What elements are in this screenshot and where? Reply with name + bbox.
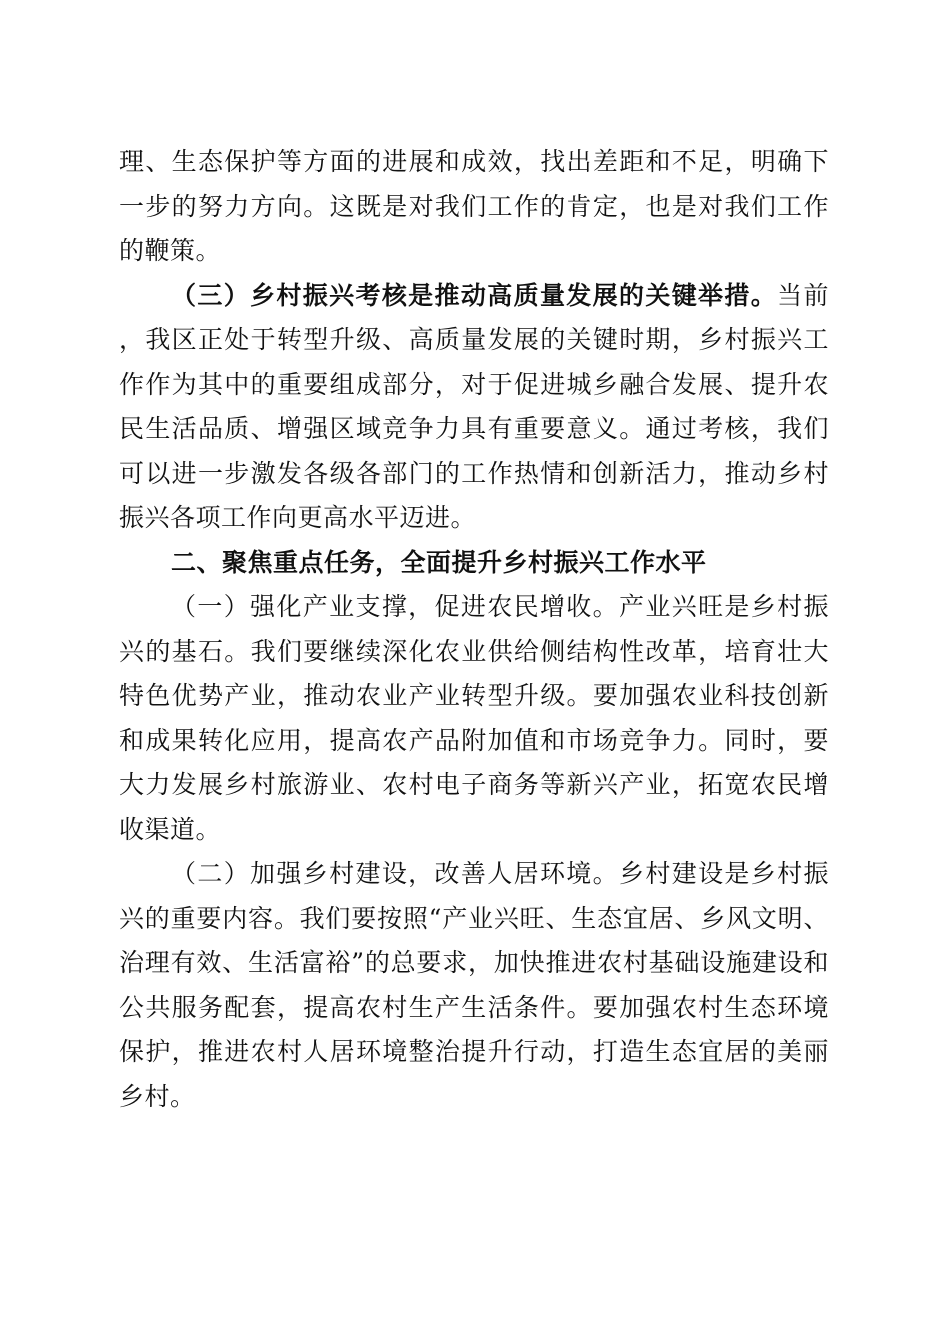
section-heading-2: 二、聚焦重点任务，全面提升乡村振兴工作水平 [171,547,707,577]
paragraph-lead-item-3: （三）乡村振兴考核是推动高质量发展的关键举措。 [171,280,778,310]
paragraph-item-1 [119,585,829,852]
paragraph-item-2 [119,852,829,1119]
paragraph-body-item-1: 产业兴旺是乡村振兴的基石。我们要继续深化农业供给侧结构性改革，培育壮大特色优势产业，推动农业产业转型升级。要加强农业科技创新和成果转化应用，提高农产品附加值和市场竞争力。同时，要大力发展乡村旅游业、农村电子商务等新兴产业，拓宽农民增收渠道。 [119,592,829,844]
paragraph-lead-item-1: （一）强化产业支撑，促进农民增收。 [171,592,620,621]
document-body [119,140,829,1119]
paragraph-continuation: 理、生态保护等方面的进展和成效，找出差距和不足，明确下一步的努力方向。这既是对我们工作的肯定，也是对我们工作的鞭策。 [119,147,829,265]
paragraph-body-item-2: 乡村建设是乡村振兴的重要内容。我们要按照“产业兴旺、生态宜居、乡风文明、治理有效、生活富裕”的总要求，加快推进农村基础设施建设和公共服务配套，提高农村生产生活条件。要加强农村生态环境保护，推进农村人居环境整治提升行动，打造生态宜居的美丽乡村。 [119,859,829,1111]
paragraph-item-3 [119,274,829,541]
paragraph-body-item-3: 当前，我区正处于转型升级、高质量发展的关键时期，乡村振兴工作作为其中的重要组成部分，对于促进城乡融合发展、提升农民生活品质、增强区域竞争力具有重要意义。通过考核，我们可以进一步激发各级各部门的工作热情和创新活力，推动乡村振兴各项工作向更高水平迈进。 [119,280,829,532]
paragraph-lead-item-2: （二）加强乡村建设，改善人居环境。 [171,859,620,888]
